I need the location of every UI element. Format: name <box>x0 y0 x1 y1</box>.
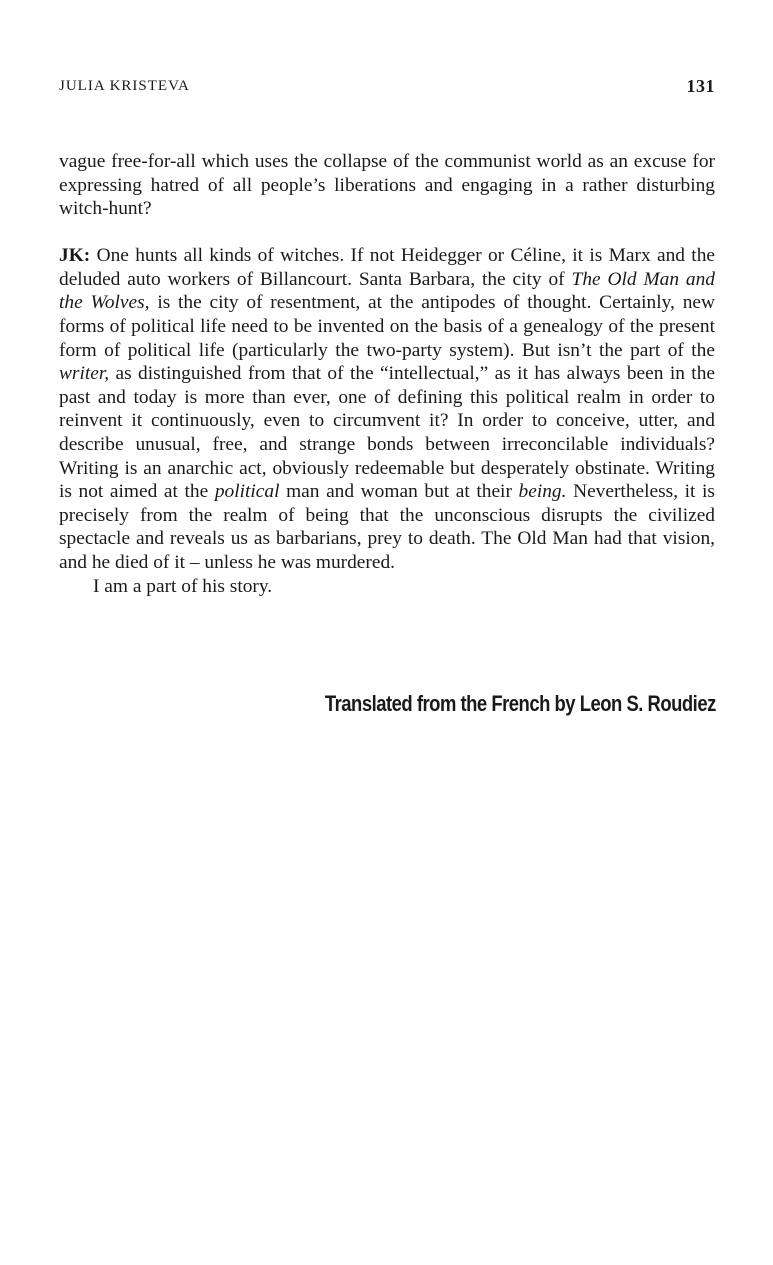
answer-text-2: is the city of resentment, at the antipodes of thought. Certainly, new forms of political life need to be invented on the basis of a genealogy of the present form of political life (particularly the two-party system). But isn’t the part of the <box>59 292 715 361</box>
answer-text-5: Nevertheless, it is precisely from the realm of being that the unconscious disrupts the civilized spectacle and reveals us as barbarians, prey to death. The Old Man had that vision, and he died of it – unless he was murdered. <box>59 481 715 573</box>
paragraph-answer <box>59 244 715 574</box>
speaker-label: JK: <box>59 245 91 267</box>
translator-credit: Translated from the French by Leon S. Roudiez <box>325 691 716 716</box>
italic-book-title: The Old Man and the Wolves, <box>59 268 715 314</box>
italic-being: being. <box>518 481 567 503</box>
paragraph-closing: I am a part of his story. <box>93 575 273 597</box>
running-header <box>59 78 715 100</box>
paragraph-question-continuation: vague free-for-all which uses the collapse of the communist world as an excuse for expressing hatred of all people’s liberations and engaging in a rather disturbing witch-hunt? <box>59 151 715 220</box>
italic-writer: writer, <box>59 363 110 385</box>
running-title: JULIA KRISTEVA <box>59 78 190 94</box>
page-number: 131 <box>686 76 715 96</box>
italic-political: political <box>214 481 280 503</box>
body-text <box>59 150 715 598</box>
answer-text-3: as distinguished from that of the “intellectual,” as it has always been in the past and today is more than ever, one of defining this political realm in order to reinvent it continuously, even to circumvent it? In order to conceive, utter, and describe unusual, free, and strange bonds between irreconcilable individuals? Writing is an anarchic act, obviously redeemable but desperately obstinate. Writing is not aimed at the <box>59 363 715 503</box>
answer-text-1: One hunts all kinds of witches. If not Heidegger or Céline, it is Marx and the deluded auto workers of Billancourt. Santa Barbara, the city of <box>59 245 715 290</box>
answer-text-4: man and woman but at their <box>279 481 519 503</box>
